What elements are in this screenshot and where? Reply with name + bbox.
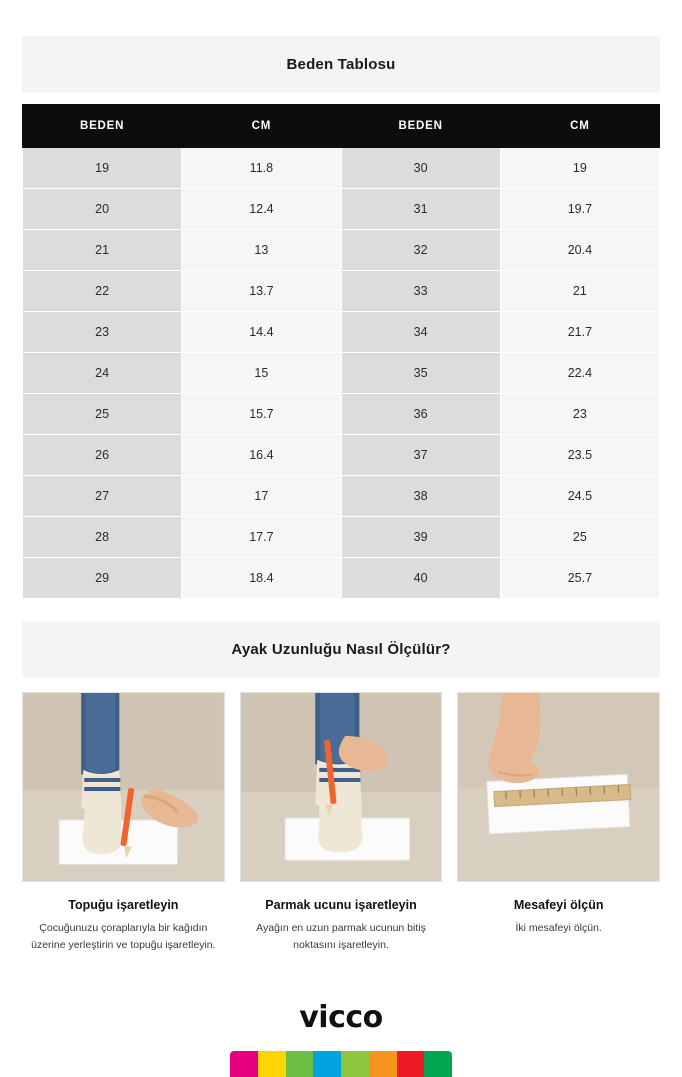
child-standing-on-paper-marking-heel-photo <box>22 692 225 882</box>
table-cell: 19.7 <box>500 189 659 230</box>
step-desc-3: İki mesafeyi ölçün. <box>457 920 660 937</box>
page-title: Beden Tablosu <box>22 36 660 93</box>
size-table <box>22 104 660 599</box>
table-cell: 38 <box>341 476 500 517</box>
step-desc-1: Çocuğunuzu çoraplarıyla bir kağıdın üzerine yerleştirin ve topuğu işaretleyin. <box>22 920 225 954</box>
measure-step-2 <box>240 692 443 954</box>
table-cell: 14.4 <box>182 312 341 353</box>
measure-steps <box>22 692 660 954</box>
table-cell: 19 <box>500 148 659 189</box>
table-cell: 28 <box>23 517 182 558</box>
brand-color-swatch <box>258 1051 286 1077</box>
table-row <box>23 271 660 312</box>
table-row <box>23 558 660 599</box>
table-cell: 34 <box>341 312 500 353</box>
brand-color-swatch <box>230 1051 258 1077</box>
table-header-row <box>23 105 660 148</box>
table-cell: 16.4 <box>182 435 341 476</box>
table-cell: 15 <box>182 353 341 394</box>
table-cell: 35 <box>341 353 500 394</box>
table-cell: 40 <box>341 558 500 599</box>
child-foot-marking-toe-tip-photo <box>240 692 443 882</box>
table-cell: 20 <box>23 189 182 230</box>
step-desc-2: Ayağın en uzun parmak ucunun bitiş noktasını işaretleyin. <box>240 920 443 954</box>
table-cell: 39 <box>341 517 500 558</box>
column-header-beden-2: BEDEN <box>341 105 500 148</box>
table-cell: 21.7 <box>500 312 659 353</box>
table-cell: 13.7 <box>182 271 341 312</box>
table-row <box>23 189 660 230</box>
table-cell: 23 <box>500 394 659 435</box>
brand-color-swatch <box>397 1051 425 1077</box>
column-header-cm-2: CM <box>500 105 659 148</box>
table-row <box>23 230 660 271</box>
table-cell: 20.4 <box>500 230 659 271</box>
table-cell: 22.4 <box>500 353 659 394</box>
table-cell: 30 <box>341 148 500 189</box>
table-row <box>23 394 660 435</box>
measure-step-3 <box>457 692 660 954</box>
measure-step-1 <box>22 692 225 954</box>
table-cell: 23 <box>23 312 182 353</box>
table-cell: 19 <box>23 148 182 189</box>
table-cell: 36 <box>341 394 500 435</box>
table-cell: 21 <box>23 230 182 271</box>
table-row <box>23 353 660 394</box>
table-cell: 37 <box>341 435 500 476</box>
size-guide-page <box>0 36 682 1077</box>
table-cell: 24 <box>23 353 182 394</box>
brand-color-swatch <box>424 1051 452 1077</box>
table-cell: 11.8 <box>182 148 341 189</box>
step-title-1: Topuğu işaretleyin <box>22 898 225 912</box>
table-cell: 13 <box>182 230 341 271</box>
table-row <box>23 476 660 517</box>
table-cell: 17 <box>182 476 341 517</box>
table-cell: 25 <box>23 394 182 435</box>
table-cell: 12.4 <box>182 189 341 230</box>
table-cell: 24.5 <box>500 476 659 517</box>
brand-color-swatch <box>286 1051 314 1077</box>
column-header-beden-1: BEDEN <box>23 105 182 148</box>
table-cell: 33 <box>341 271 500 312</box>
table-cell: 26 <box>23 435 182 476</box>
step-title-3: Mesafeyi ölçün <box>457 898 660 912</box>
table-row <box>23 312 660 353</box>
column-header-cm-1: CM <box>182 105 341 148</box>
table-cell: 32 <box>341 230 500 271</box>
table-cell: 29 <box>23 558 182 599</box>
table-cell: 15.7 <box>182 394 341 435</box>
table-cell: 22 <box>23 271 182 312</box>
measure-section-title: Ayak Uzunluğu Nasıl Ölçülür? <box>22 621 660 678</box>
table-cell: 18.4 <box>182 558 341 599</box>
brand-color-swatch <box>341 1051 369 1077</box>
brand-color-bar <box>230 1051 452 1077</box>
table-cell: 23.5 <box>500 435 659 476</box>
step-title-2: Parmak ucunu işaretleyin <box>240 898 443 912</box>
brand-logo: vicco <box>22 1000 660 1035</box>
hand-measuring-paper-with-ruler-photo <box>457 692 660 882</box>
table-row <box>23 517 660 558</box>
size-table-body <box>23 148 660 599</box>
footer <box>22 1000 660 1077</box>
table-cell: 27 <box>23 476 182 517</box>
table-cell: 31 <box>341 189 500 230</box>
table-cell: 17.7 <box>182 517 341 558</box>
table-row <box>23 148 660 189</box>
brand-color-swatch <box>369 1051 397 1077</box>
brand-color-swatch <box>313 1051 341 1077</box>
table-row <box>23 435 660 476</box>
table-cell: 25.7 <box>500 558 659 599</box>
table-cell: 21 <box>500 271 659 312</box>
table-cell: 25 <box>500 517 659 558</box>
